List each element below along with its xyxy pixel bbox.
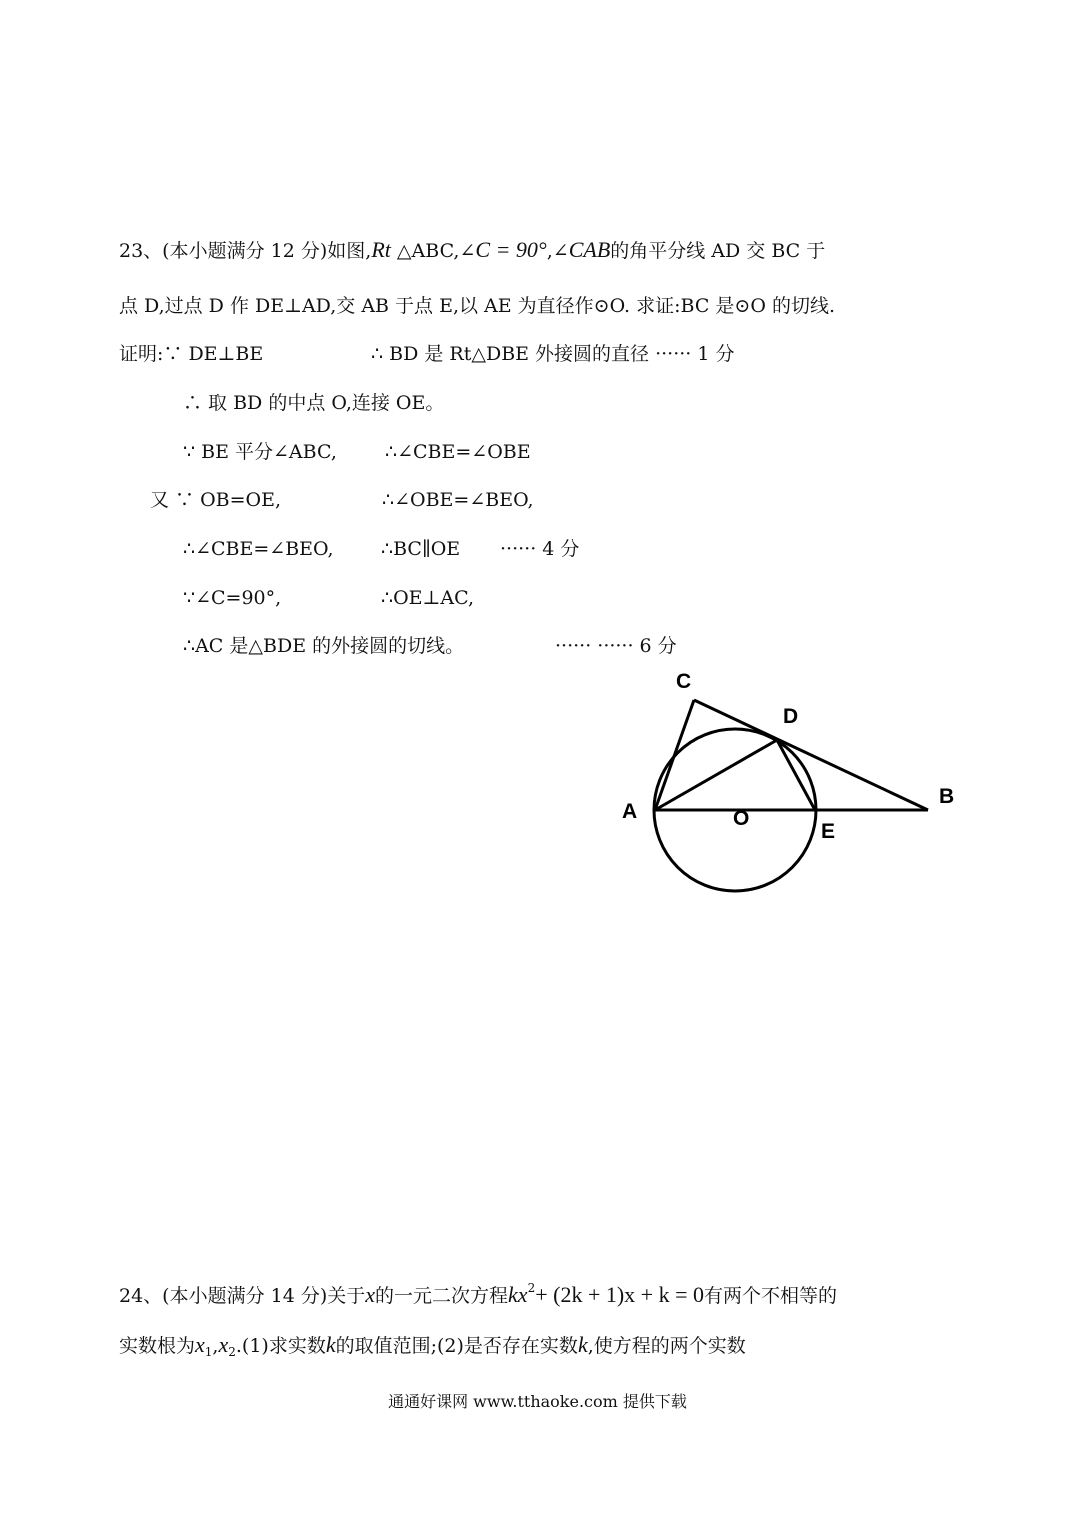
proof-l5-c: ······ 4 分 xyxy=(500,538,580,560)
q23-line1-prefix: 23、(本小题满分 12 分)如图, xyxy=(119,240,372,262)
q24-line2-prefix: 实数根为 xyxy=(119,1335,196,1357)
q24-equation-kx: kx xyxy=(508,1282,528,1307)
proof-l4-b: ∴∠OBE=∠BEO, xyxy=(382,489,534,511)
proof-l6-b: ∴OE⊥AC, xyxy=(381,587,475,609)
q24-var-k-1: k xyxy=(325,1332,336,1357)
segment-ac xyxy=(655,700,694,810)
label-d: D xyxy=(783,705,799,728)
label-a: A xyxy=(622,800,638,823)
q24-line1-mid: 的一元二次方程 xyxy=(375,1285,509,1307)
proof-l6-a: ∵∠C=90°, xyxy=(183,587,282,609)
q24-line1-prefix: 24、(本小题满分 14 分)关于 xyxy=(119,1285,366,1307)
q24-line-2 xyxy=(119,1333,746,1364)
proof-l1-a: 证明:∵ DE⊥BE xyxy=(119,343,264,365)
label-b: B xyxy=(939,785,955,808)
q23-line1-suffix: 的角平分线 AD 交 BC 于 xyxy=(610,240,826,262)
q24-root-x1-sub: 1 xyxy=(204,1345,213,1359)
q24-root-x2: x xyxy=(218,1332,229,1357)
q24-line-1 xyxy=(119,1276,837,1308)
proof-l7-b: ······ ······ 6 分 xyxy=(555,635,677,657)
q23-comma: , xyxy=(546,240,553,262)
label-c: C xyxy=(676,670,692,693)
proof-l7-a: ∴AC 是△BDE 的外接圆的切线。 xyxy=(183,635,465,657)
q24-root-sep: , xyxy=(212,1335,219,1357)
q23-angle-cab-symbol: ∠ xyxy=(552,240,569,262)
proof-l5-b: ∴BC∥OE xyxy=(381,538,461,560)
q23-line2-text: 点 D,过点 D 作 DE⊥AD,交 AB 于点 E,以 AE 为直径作⊙O. 求证:BC 是⊙O 的切线. xyxy=(119,295,835,317)
q24-equation-rest: + (2k + 1)x + k = 0 xyxy=(535,1282,704,1307)
q23-angle-c-symbol: ∠ xyxy=(459,240,476,262)
q23-angle-cab: CAB xyxy=(568,237,611,262)
label-o: O xyxy=(733,807,750,830)
segment-cb xyxy=(694,700,928,810)
q24-line2-mid2: 的取值范围;(2)是否存在实数 xyxy=(335,1335,578,1357)
proof-l3-b: ∴∠CBE=∠OBE xyxy=(385,441,531,463)
q24-root-x1: x xyxy=(195,1332,205,1357)
q24-equation-exponent: 2 xyxy=(527,1281,536,1295)
proof-l5-a: ∴∠CBE=∠BEO, xyxy=(183,538,334,560)
proof-l1-b: ∴ BD 是 Rt△DBE 外接圆的直径 ······ 1 分 xyxy=(371,343,735,365)
q24-line2-mid1: .(1)求实数 xyxy=(235,1335,326,1357)
q24-var-x: x xyxy=(365,1282,376,1307)
segment-ad xyxy=(655,740,777,810)
proof-l4-a: 又 ∵ OB=OE, xyxy=(150,489,282,511)
q23-triangle-abc: △ABC, xyxy=(396,240,460,262)
proof-l2: ∴ 取 BD 的中点 O,连接 OE。 xyxy=(183,392,445,414)
q24-root-x2-sub: 2 xyxy=(228,1345,236,1359)
q23-rt: Rt xyxy=(371,237,391,262)
proof-l3-a: ∵ BE 平分∠ABC, xyxy=(183,441,337,463)
q24-var-k-2: k xyxy=(577,1332,588,1357)
page-footer: 通通好课网 www.tthaoke.com 提供下载 xyxy=(388,1392,687,1411)
q23-angle-c: C = 90° xyxy=(475,237,547,262)
q24-line2-suffix: ,使方程的两个实数 xyxy=(587,1335,746,1357)
q24-line1-suffix: 有两个不相等的 xyxy=(704,1285,838,1307)
label-e: E xyxy=(821,820,836,843)
